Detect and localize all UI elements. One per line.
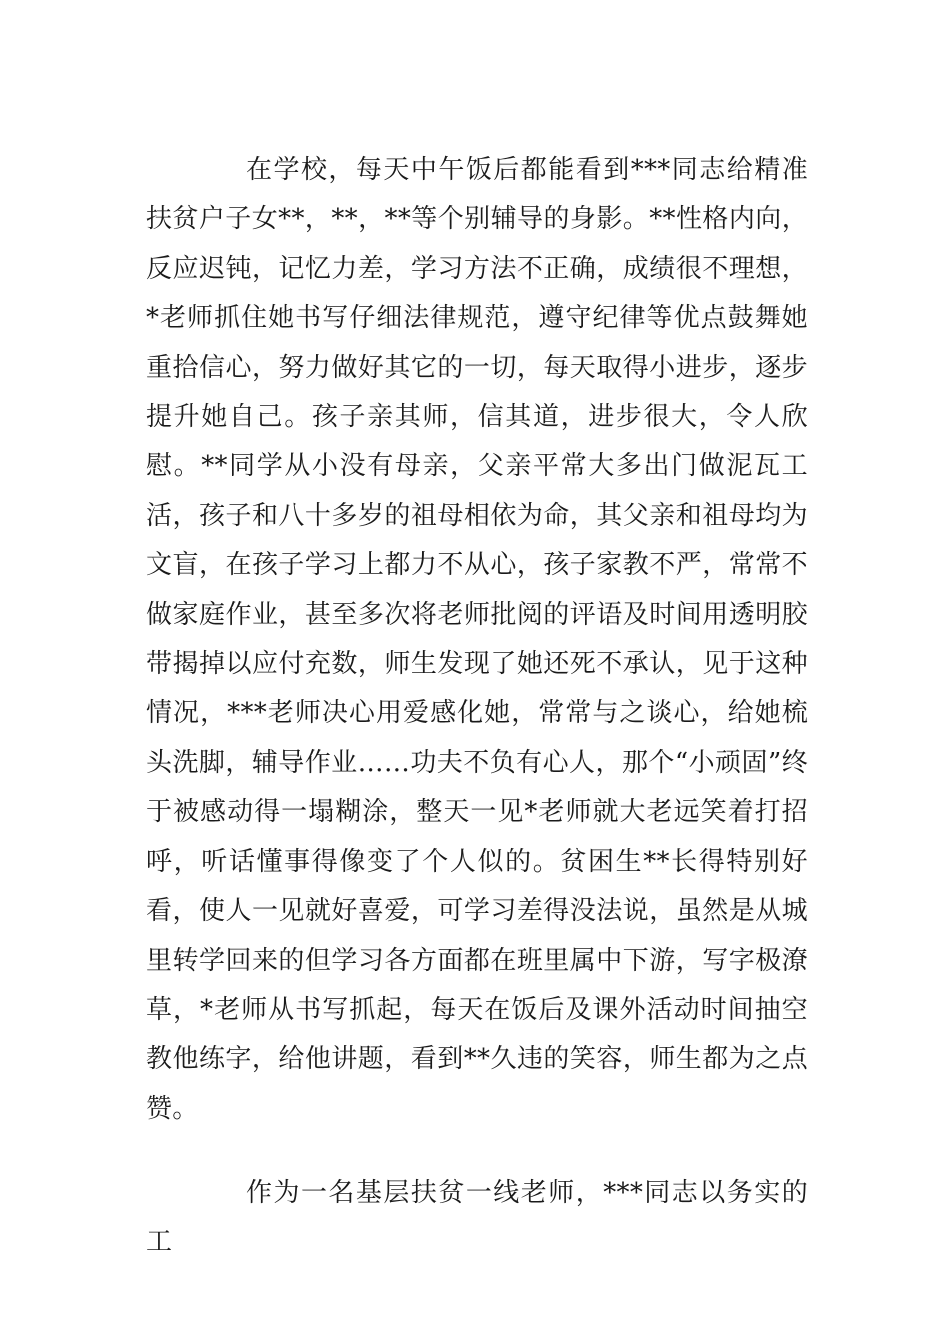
body-paragraph-frontline-teacher: 作为一名基层扶贫一线老师，***同志以务实的工 [146,1178,808,1258]
body-paragraph-tutoring: 在学校，每天中午饭后都能看到***同志给精准扶贫户子女**，**，**等个别辅导的身影。**性格内向，反应迟钝，记忆力差，学习方法不正确，成绩很不理想，*老师抓住她书写仔细法律规范，遵守纪律等优点鼓舞她重拾信心，努力做好其它的一切，每天取得小进步，逐步提升她自己。孩子亲其师，信其道，进步很大，令人欣慰。**同学从小没有母亲，父亲平常大多出门做泥瓦工活，孩子和八十多岁的祖母相依为命，其父亲和祖母均为文盲，在孩子学习上都力不从心，孩子家教不严，常常不做家庭作业，甚至多次将老师批阅的评语及时间用透明胶带揭掉以应付充数，师生发现了她还死不承认，见于这种情况，***老师决心用爱感化她，常常与之谈心，给她梳头洗脚，辅导作业……功夫不负有心人，那个“小顽固”终于被感动得一塌糊涂，整天一见*老师就大老远笑着打招呼，听话懂事得像变了个人似的。贫困生**长得特别好看，使人一见就好喜爱，可学习差得没法说，虽然是从城里转学回来的但学习各方面都在班里属中下游，写字极潦草，*老师从书写抓起，每天在饭后及课外活动时间抽空教他练字，给他讲题，看到**久违的笑容，师生都为之点赞。 [146,155,808,1124]
